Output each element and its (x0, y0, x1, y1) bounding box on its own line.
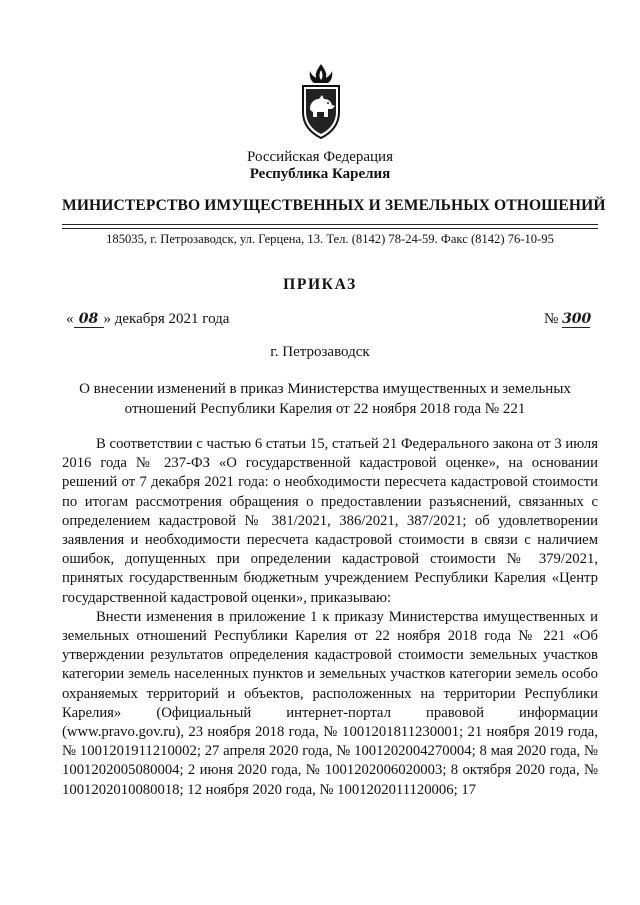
number-label: № (544, 311, 559, 327)
handwritten-date-day: 08 (74, 311, 104, 328)
order-date (66, 311, 229, 328)
issue-city: г. Петрозаводск (270, 344, 370, 360)
handwritten-order-number: 300 (562, 311, 592, 327)
document-type-title: ПРИКАЗ (283, 276, 357, 293)
republic-name: Республика Карелия (249, 166, 391, 182)
body-paragraph: В соответствии с частью 6 статьи 15, статьей 21 Федерального закона от 3 июля 2016 года № 237-ФЗ «О государственной кадастровой оценке», на основании решений от 7 декабря 2021 года: о необходимости пересчета кадастровой стоимости по итогам рассмотрения обращения о предоставлении разъяснений, связанных с определением кадастровой № 381/2021, 386/2021, 387/2021; об удовлетворении заявления и необходимости пересчета кадастровой стоимости в связи с наличием ошибок, допущенных при определении кадастровой стоимости № 379/2021, принятых государственным бюджетным учреждением Республики Карелия «Центр государственной кадастровой оценки», приказываю: (62, 436, 598, 606)
karelia-coat-of-arms-icon (300, 62, 342, 140)
header-divider-top (62, 224, 598, 225)
order-number (544, 311, 590, 328)
date-open-quote: « (66, 311, 74, 327)
order-subject: О внесении изменений в приказ Министерства имущественных и земельных отношений Республики Карелия от 22 ноября 2018 года № 221 (79, 381, 571, 417)
country-name: Российская Федерация (247, 149, 393, 165)
ministry-name: МИНИСТЕРСТВО ИМУЩЕСТВЕННЫХ И ЗЕМЕЛЬНЫХ ОТНОШЕНИЙ (62, 197, 606, 214)
date-month-year: » декабря 2021 года (103, 311, 230, 327)
body-paragraph: Внести изменения в приложение 1 к приказу Министерства имущественных и земельных отношений Республики Карелия от 22 ноября 2018 года № 221 «Об утверждении результатов определения кадастровой стоимости земельных участков категории земель населенных пунктов и земельных участков категории земель особо охраняемых территорий и объектов, расположенных на территории Республики Карелия» (Официальный интернет-портал правовой информации (www.pravo.gov.ru), 23 ноября 2018 года, № 1001201811230001; 21 ноября 2019 года, № 1001201911210002; 27 апреля 2020 года, № 1001202004270004; 8 мая 2020 года, № 1001202005080004; 2 июня 2020 года, № 1001202006020003; 8 октября 2020 года, № 1001202010080018; 12 ноября 2020 года, № 1001202011120006; 17 (62, 608, 598, 798)
ministry-address: 185035, г. Петрозаводск, ул. Герцена, 13. Тел. (8142) 78-24-59. Факс (8142) 76-10-95 (106, 232, 554, 246)
order-body (62, 435, 598, 800)
header-divider-bottom (62, 228, 598, 229)
